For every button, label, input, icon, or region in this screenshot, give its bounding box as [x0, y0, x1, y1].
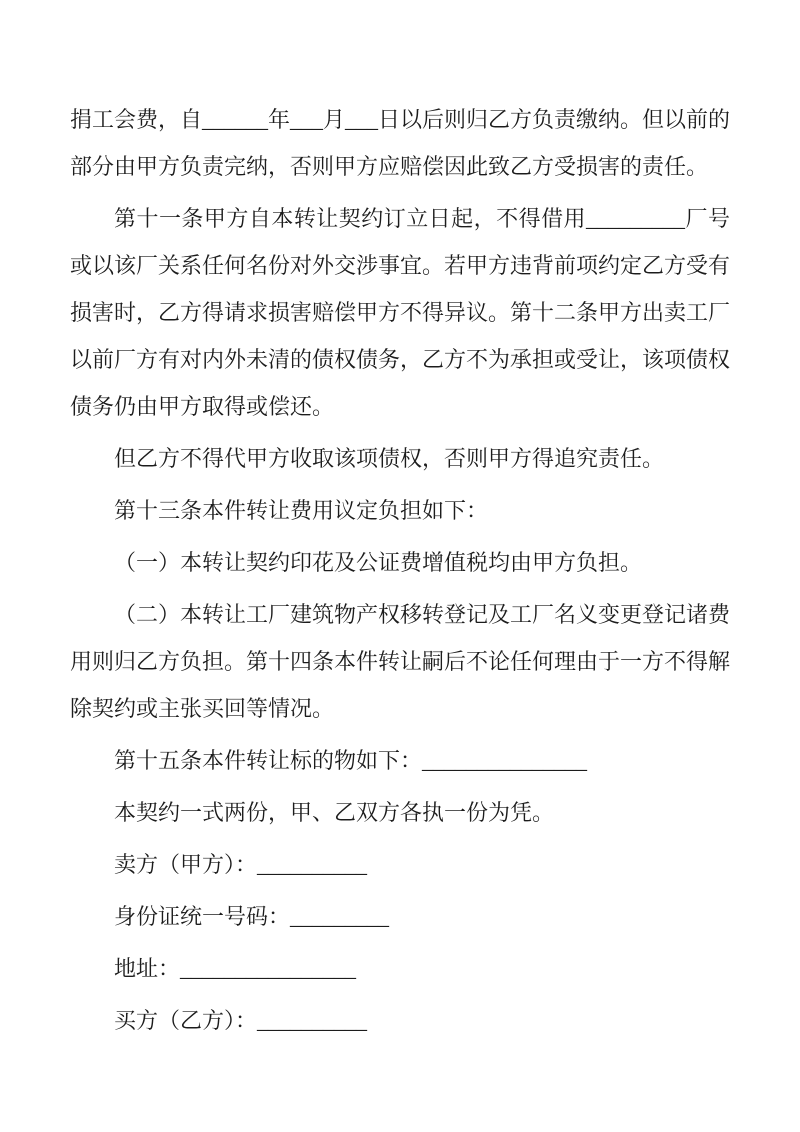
paragraph-debt-collection: 但乙方不得代甲方收取该项债权，否则甲方得追究责任。 — [114, 446, 665, 471]
paragraph-article-15: 第十五条本件转让标的物如下：_______________ — [114, 748, 588, 773]
paragraph-fee-item-1: （一）本转让契约印花及公证费增值税均由甲方负担。 — [114, 550, 643, 575]
signature-id-number-line: 身份证统一号码：_________ — [114, 904, 390, 929]
paragraph-article-13: 第十三条本件转让费用议定负担如下： — [114, 498, 489, 523]
signature-address-line: 地址：________________ — [114, 956, 357, 981]
signature-buyer-line: 买方（乙方）：__________ — [114, 1008, 368, 1033]
paragraph-copies-clause: 本契约一式两份，甲、乙双方各执一份为凭。 — [114, 800, 555, 825]
paragraph-union-fee-clause: 捐工会费，自______年___月___日以后则归乙方负责缴纳。但以前的部分由甲方负责完纳，否则甲方应赔偿因此致乙方受损害的责任。 — [70, 107, 731, 179]
paragraph-fee-item-2-art-14: （二）本转让工厂建筑物产权移转登记及工厂名义变更登记诸费用则归乙方负担。第十四条本件转让嗣后不论任何理由于一方不得解除契约或主张买回等情况。 — [70, 602, 731, 721]
signature-seller-line: 卖方（甲方）：__________ — [114, 852, 368, 877]
paragraph-article-11-12: 第十一条甲方自本转让契约订立日起，不得借用_________厂号或以该厂关系任何名份对外交涉事宜。若甲方违背前项约定乙方受有损害时，乙方得请求损害赔偿甲方不得异议。第十二条甲方出卖工厂以前厂方有对内外未清的债权债务，乙方不为承担或受让，该项债权债务仍由甲方取得或偿还。 — [70, 206, 731, 419]
